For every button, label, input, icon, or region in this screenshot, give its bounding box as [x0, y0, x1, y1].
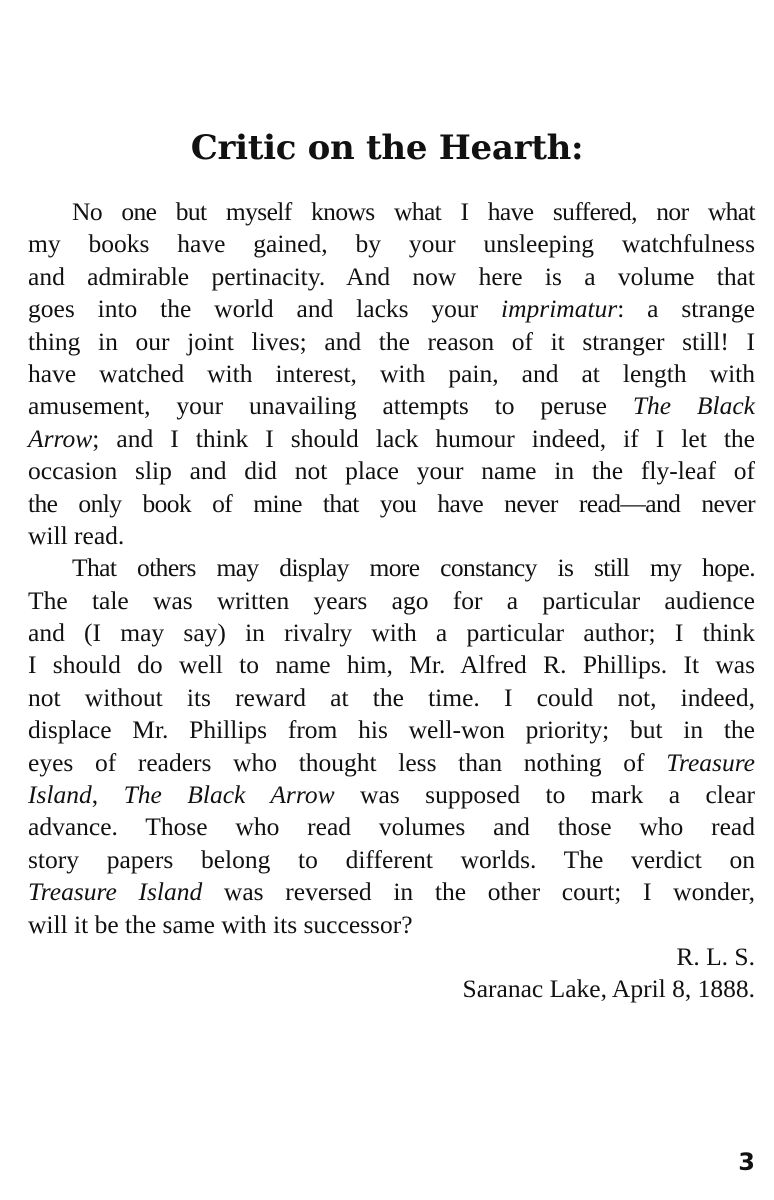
text-line: will read.: [28, 520, 125, 550]
text-run: amusement, your unavailing attempts to peruse: [28, 391, 633, 421]
text-line: my books have gained, by your unsleeping watchfulness: [28, 229, 755, 259]
text-run: goes into the world and lacks your: [28, 294, 502, 324]
chapter-title: Critic on the Hearth:: [190, 128, 584, 168]
text-line: not without its reward at the time. I could not, indeed,: [28, 682, 755, 712]
body-text: [28, 196, 755, 1006]
paragraph-2: [28, 552, 755, 941]
place-date: Saranac Lake, April 8, 1888.: [462, 974, 755, 1004]
text-run: ; and I think I should lack humour indeed, if I let the: [92, 423, 755, 453]
italic-title: Island: [28, 780, 92, 810]
text-line: [28, 779, 755, 811]
text-line: That others may display more constancy is still my hope.: [72, 553, 755, 583]
text-line: [28, 293, 755, 325]
text-line: occasion slip and did not place your name in the fly-leaf of: [28, 456, 755, 486]
text-run: : a strange: [617, 294, 755, 324]
text-line: thing in our joint lives; and the reason of it stranger still! I: [28, 326, 755, 356]
text-line: No one but myself knows what I have suffered, nor what: [72, 197, 755, 226]
text-line: the only book of mine that you have never read—and never: [28, 488, 755, 518]
text-line: The tale was written years ago for a particular audience: [28, 585, 755, 615]
text-line: have watched with interest, with pain, and at length with: [28, 358, 755, 388]
paragraph-1: [28, 196, 755, 552]
text-line: [28, 390, 755, 422]
text-line: and (I may say) in rivalry with a particular author; I think: [28, 618, 755, 648]
text-line: and admirable pertinacity. And now here is a volume that: [28, 261, 755, 291]
italic-title: The Black Arrow: [123, 780, 335, 810]
text-line: story papers belong to different worlds. The verdict on: [28, 844, 755, 874]
text-line: [28, 747, 755, 779]
italic-term: imprimatur: [501, 294, 618, 324]
italic-title: Arrow: [28, 423, 93, 453]
italic-title: Treasure: [666, 747, 755, 777]
text-line: [28, 876, 755, 908]
italic-title: Treasure Island: [28, 877, 203, 907]
italic-title: The Black: [632, 391, 755, 421]
text-line: I should do well to name him, Mr. Alfred R. Phillips. It was: [28, 650, 755, 680]
signature: R. L. S.: [676, 941, 755, 971]
text-run: eyes of readers who thought less than nothing of: [28, 747, 667, 777]
page-number: 3: [738, 1148, 755, 1176]
text-line: will it be the same with its successor?: [28, 909, 413, 939]
text-run: was reversed in the other court; I wonder,: [202, 877, 755, 907]
text-line: displace Mr. Phillips from his well-won priority; but in the: [28, 715, 755, 745]
text-line: advance. Those who read volumes and those who read: [28, 812, 755, 842]
text-run: was supposed to mark a clear: [334, 780, 756, 810]
text-run: ,: [91, 780, 124, 810]
text-line: [28, 423, 755, 455]
